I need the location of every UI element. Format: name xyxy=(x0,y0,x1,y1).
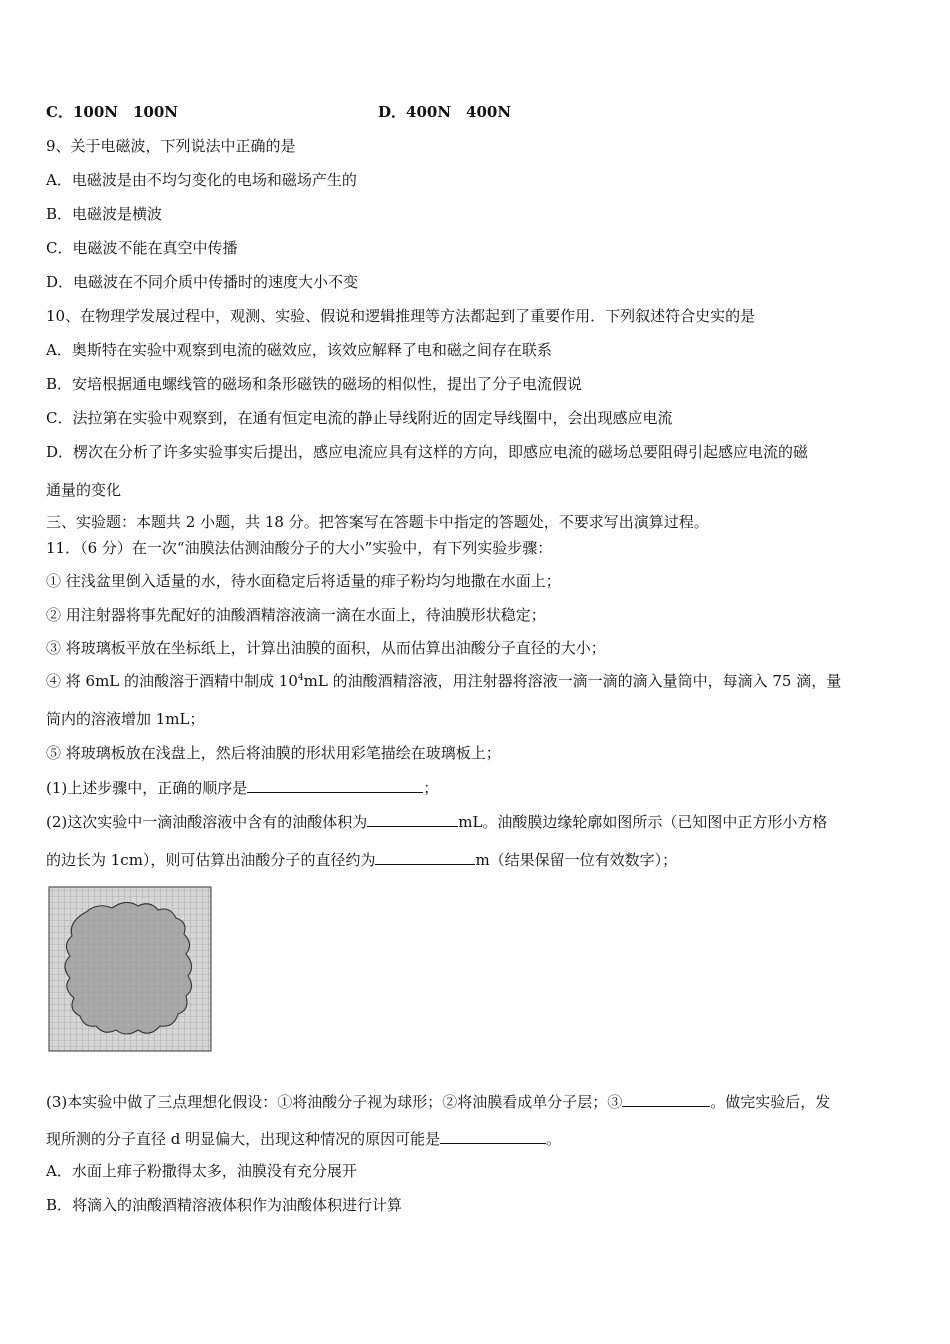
q11-step-3: ③ 将玻璃板平放在坐标纸上，计算出油膜的面积，从而估算出油酸分子直径的大小； xyxy=(46,639,606,657)
q9-stem: 9、关于电磁波，下列说法中正确的是 xyxy=(46,137,296,155)
step4-exponent: 4 xyxy=(297,673,304,683)
sub2-text: (2)这次实验中一滴油酸溶液中含有的油酸体积为 xyxy=(46,813,368,831)
q11-step-4-cont: 筒内的溶液增加 1mL； xyxy=(46,710,205,728)
q11-sub-2 xyxy=(46,810,827,832)
q11-step-4 xyxy=(46,671,841,691)
step4-text-b: mL 的油酸酒精溶液，用注射器将溶液一滴一滴的滴入量筒中，每滴入 75 滴，量 xyxy=(303,672,842,690)
answer-blank-5[interactable] xyxy=(440,1127,546,1144)
q11-step-1: ① 往浅盆里倒入适量的水，待水面稳定后将适量的痱子粉均匀地撒在水面上； xyxy=(46,572,561,590)
sub2-text-mid: mL。油酸膜边缘轮廓如图所示（已知图中正方形小方格 xyxy=(458,813,828,831)
answer-blank-4[interactable] xyxy=(622,1090,710,1107)
q10-option-a: A．奥斯特在实验中观察到电流的磁效应，该效应解释了电和磁之间存在联系 xyxy=(46,341,552,359)
q10-option-d: D．楞次在分析了许多实验事实后提出，感应电流应具有这样的方向，即感应电流的磁场总要阻碍引起感应电流的磁 xyxy=(46,443,809,461)
q10-option-d-cont: 通量的变化 xyxy=(46,481,122,499)
q11-sub-2-cont xyxy=(46,848,677,870)
oil-film-outline xyxy=(65,902,192,1034)
q10-stem: 10、在物理学发展过程中，观测、实验、假说和逻辑推理等方法都起到了重要作用．下列叙述符合史实的是 xyxy=(46,307,756,325)
q11-stem: 11．（6 分）在一次“油膜法估测油酸分子的大小”实验中，有下列实验步骤： xyxy=(46,539,553,557)
q8-option-c: C．100N 100N xyxy=(46,103,178,121)
q11-sub-3-cont xyxy=(46,1127,561,1149)
oil-film-figure xyxy=(46,884,214,1058)
q8-option-d: D．400N 400N xyxy=(378,103,512,121)
q11-sub-3 xyxy=(46,1090,830,1112)
q11-step-5: ⑤ 将玻璃板放在浅盘上，然后将油膜的形状用彩笔描绘在玻璃板上； xyxy=(46,744,501,762)
sub3-text: (3)本实验中做了三点理想化假设：①将油酸分子视为球形；②将油膜看成单分子层；③ xyxy=(46,1093,623,1111)
section-header: 三、实验题：本题共 2 小题，共 18 分。把答案写在答题卡中指定的答题处，不要求写出演算过程。 xyxy=(46,513,709,531)
answer-blank-1[interactable] xyxy=(247,776,423,793)
q9-option-b: B．电磁波是横波 xyxy=(46,205,163,223)
sub3-line2-end: 。 xyxy=(546,1130,562,1148)
q10-option-c: C．法拉第在实验中观察到，在通有恒定电流的静止导线附近的固定导线圈中，会出现感应电流 xyxy=(46,409,673,427)
oil-film-grid-svg xyxy=(46,884,214,1054)
sub3-text-end: 。做完实验后，发 xyxy=(710,1093,831,1111)
q11-option-b: B．将滴入的油酸酒精溶液体积作为油酸体积进行计算 xyxy=(46,1196,403,1214)
q11-step-2: ② 用注射器将事先配好的油酸酒精溶液滴一滴在水面上，待油膜形状稳定； xyxy=(46,606,546,624)
q9-option-d: D．电磁波在不同介质中传播时的速度大小不变 xyxy=(46,273,359,291)
q9-option-c: C．电磁波不能在真空中传播 xyxy=(46,239,238,257)
sub1-text: (1)上述步骤中，正确的顺序是 xyxy=(46,779,248,797)
sub3-line2-text: 现所测的分子直径 d 明显偏大，出现这种情况的原因可能是 xyxy=(46,1130,441,1148)
sub1-end: ； xyxy=(423,779,439,797)
q11-option-a: A．水面上痱子粉撒得太多，油膜没有充分展开 xyxy=(46,1162,357,1180)
sub2-line2-end: m（结果保留一位有效数字）； xyxy=(475,851,678,869)
answer-blank-2[interactable] xyxy=(367,810,458,827)
q11-sub-1 xyxy=(46,776,438,798)
q9-option-a: A．电磁波是由不均匀变化的电场和磁场产生的 xyxy=(46,171,357,189)
q10-option-b: B．安培根据通电螺线管的磁场和条形磁铁的磁场的相似性，提出了分子电流假说 xyxy=(46,375,583,393)
sub2-line2-text: 的边长为 1cm），则可估算出油酸分子的直径约为 xyxy=(46,851,376,869)
step4-text-a: ④ 将 6mL 的油酸溶于酒精中制成 10 xyxy=(46,672,298,690)
answer-blank-3[interactable] xyxy=(375,848,475,865)
